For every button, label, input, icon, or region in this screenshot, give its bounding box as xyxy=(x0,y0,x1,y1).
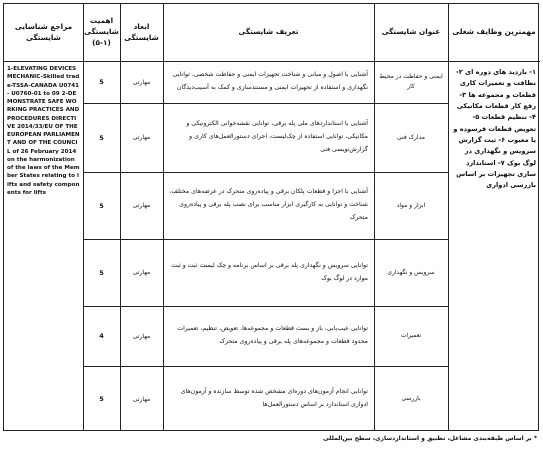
competency-dimension: مهارتی xyxy=(132,78,151,86)
competency-definition: آشنایی با استانداردهای ملی پله برقی، توانایی نقشه‌خوانی الکترونیکی و مکانیکی، توانایی استفاده از چک‌لیست، اجرای دستورالعمل‌های کاری و گزارش‌نویسی فنی xyxy=(186,120,368,153)
competency-dimension: مهارتی xyxy=(132,395,151,403)
competency-definition: توانایی سرویس و نگهداری پله برقی بر اساس برنامه و چک لیست ثبت و ثبت موارد در لوگ بوک xyxy=(171,261,368,282)
competency-dimension: مهارتی xyxy=(132,202,151,209)
competency-dimension: مهارتی xyxy=(132,134,151,141)
competency-importance: 5 xyxy=(99,78,104,86)
competency-table xyxy=(3,3,539,431)
competency-title: مدارک فنی xyxy=(397,133,425,141)
competency-definition: آشنایی با اصول و مبانی و شناخت تجهیزات ایمنی و حفاظت شخصی، توانایی نگهداری و استفاده از تجهیزات ایمنی و مستندسازی و کمک به آسیب‌دیدگان xyxy=(172,71,368,91)
competency-dimension: مهارتی xyxy=(132,332,151,340)
footnote: * بر اساس طبقه‌بندی مشاغل، تطبیق و استانداردسازی، سطح بین‌المللی xyxy=(323,435,537,442)
competency-dimension: مهارتی xyxy=(132,269,151,276)
references-list: 1-ELEVATING DEVICES MECHANIC-Skilled trade-TSSA-CANADA U0741- U0760-01 to 09 2-DEMONSTRATE SAFE WORKING PRACTICES AND PROCEDURES DIRECTIVE 2014/33/EU OF THE EUROPEAN PARLIAMENT AND OF THE COUNCIL of 26 February 2014 on the harmonization of the laws of the Member States relating to lifts and safety components for lifts xyxy=(7,66,80,196)
header-duties: مهمترین وظایف شغلی xyxy=(452,27,536,37)
competency-definition: توانایی انجام آزمون‌های دوره‌ای مشخص شده توسط سازنده و آزمون‌های ادواری استاندارد بر اساس دستورالعمل‌ها xyxy=(180,388,368,408)
header-dimensions: ابعاد شایستگی xyxy=(124,21,159,42)
competency-importance: 5 xyxy=(99,201,104,210)
competency-definition: توانایی عیب‌یابی، باز و بست قطعات و مجموعه‌ها، تعویض، تنظیم، تعمیرات محدود قطعات و مجموعه‌های پله برقی و پیاده‌روی متحرک xyxy=(177,325,368,345)
header-competency-title: عنوان شایستگی xyxy=(381,27,441,37)
duties-list: ۱- بازدید های دوره ای ۲- نظافت و تعمیرات کاری قطعات و مجموعه ها ۳- رفع کار قطعات مکانیکی ۴- تنظیم قطعات ۵- تعویض قطعات فرسوده و یا معیوب ۶- ثبت گزارش سرویس و نگهداری در لوگ بوک ۷- استاندارد سازی تجهیزات بر اساس بازرسی ادواری xyxy=(453,68,536,190)
header-importance: اهمیت شایستگی (۱-۵) xyxy=(84,16,119,47)
competency-importance: 5 xyxy=(99,395,104,403)
header-references: مراجع شناسایی شایستگی xyxy=(14,21,73,42)
competency-title: ابزار و مواد xyxy=(396,201,426,209)
competency-importance: 5 xyxy=(99,133,104,142)
competency-title: تعمیرات xyxy=(400,332,422,340)
competency-importance: 5 xyxy=(99,268,104,277)
competency-title: سرویس و نگهداری xyxy=(387,268,435,276)
competency-title: بازرسی xyxy=(401,395,421,403)
competency-definition: آشنایی با اجزا و قطعات پلکان برقی و پیاده‌روی متحرک در عرضه‌های مختلف، شناخت و توانایی به کارگیری ابزار مناسب برای نصب پله برقی و پیاده‌روی متحرک xyxy=(169,188,368,221)
competency-title: ایمنی و حفاظت در محیط کار xyxy=(379,73,443,90)
competency-importance: 4 xyxy=(99,332,104,340)
header-competency-definition: تعریف شایستگی xyxy=(238,27,299,37)
